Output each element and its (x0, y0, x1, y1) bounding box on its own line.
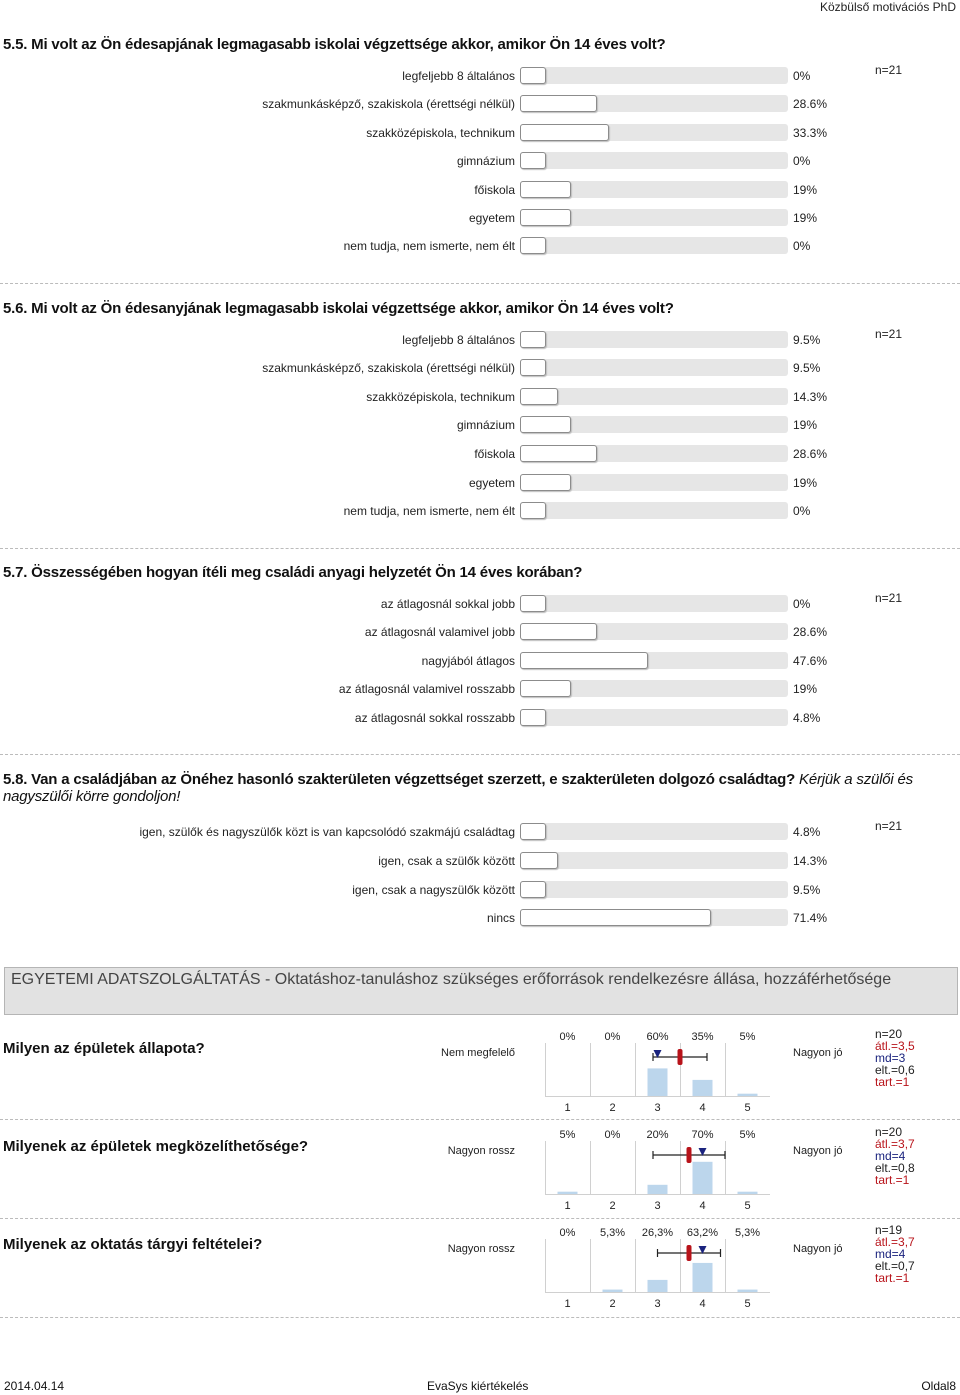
bar-row (0, 822, 960, 842)
bar-track (520, 709, 788, 726)
bar-fill (520, 237, 546, 254)
scale-label: 4 (699, 1102, 706, 1114)
bar-track (520, 474, 788, 491)
option-label: az átlagosnál valamivel rosszabb (338, 682, 515, 696)
scale-label: 5 (744, 1102, 751, 1114)
percent-label: 35% (691, 1031, 714, 1043)
percent-label: 4.8% (793, 711, 821, 725)
percent-label: 28.6% (793, 97, 828, 111)
bar-fill (520, 181, 571, 198)
bar-row (0, 473, 960, 493)
stat-n: n=20 (875, 1027, 903, 1041)
stats-block (875, 1126, 915, 1186)
stat-median: md=4 (875, 1247, 906, 1261)
option-label: főiskola (474, 183, 515, 197)
scale-left-label: Nem megfelelő (441, 1047, 515, 1059)
bar-track (520, 181, 788, 198)
option-label: legfeljebb 8 általános (402, 69, 515, 83)
distribution-chart (545, 1127, 770, 1215)
bar-track (520, 823, 788, 840)
stat-deviation: elt.=0,8 (875, 1161, 915, 1175)
option-label: szakközépiskola, technikum (366, 126, 515, 140)
bar-fill (520, 623, 597, 640)
question-title: Milyenek az oktatás tárgyi feltételei? (3, 1236, 263, 1253)
scale-right-label: Nagyon jó (793, 1243, 843, 1255)
option-label: az átlagosnál valamivel jobb (364, 625, 515, 639)
percent-label: 70% (691, 1129, 714, 1141)
bar-row (0, 358, 960, 378)
bar-track (520, 595, 788, 612)
bar-row (0, 387, 960, 407)
option-label: legfeljebb 8 általános (402, 333, 515, 347)
scale-label: 3 (654, 1102, 661, 1114)
bar-fill (520, 909, 711, 926)
stat-abstention: tart.=1 (875, 1075, 910, 1089)
bar-track (520, 331, 788, 348)
percent-label: 20% (646, 1129, 669, 1141)
section-divider (0, 1317, 960, 1318)
mean-marker (687, 1147, 692, 1163)
stat-deviation: elt.=0,6 (875, 1063, 915, 1077)
stat-n: n=20 (875, 1125, 903, 1139)
bar-fill (520, 709, 546, 726)
bar-track (520, 502, 788, 519)
stat-abstention: tart.=1 (875, 1173, 910, 1187)
bar-row (0, 708, 960, 728)
question-title: Milyen az épületek állapota? (3, 1040, 205, 1057)
question-title: 5.7. Összességében hogyan ítéli meg családi anyagi helyzetét Ön 14 éves korában? (3, 564, 583, 581)
bar-track (520, 909, 788, 926)
option-label: egyetem (468, 211, 515, 225)
section-divider (0, 1218, 960, 1219)
option-label: szakmunkásképző, szakiskola (érettségi nélkül) (262, 361, 515, 375)
bar-row (0, 66, 960, 86)
option-label: nem tudja, nem ismerte, nem élt (343, 239, 515, 253)
section-divider (0, 754, 960, 755)
histogram-bar (558, 1192, 578, 1194)
bar-track (520, 359, 788, 376)
percent-label: 19% (793, 418, 818, 432)
percent-label: 19% (793, 476, 818, 490)
bar-fill (520, 652, 648, 669)
percent-label: 28.6% (793, 625, 828, 639)
bar-fill (520, 67, 546, 84)
bar-row (0, 651, 960, 671)
bar-row (0, 208, 960, 228)
bar-track (520, 623, 788, 640)
histogram-bar (738, 1290, 758, 1292)
bar-row (0, 679, 960, 699)
percent-label: 19% (793, 183, 818, 197)
bar-row (0, 151, 960, 171)
question-title: 5.6. Mi volt az Ön édesanyjának legmagasabb iskolai végzettsége akkor, amikor Ön 14 éves volt? (3, 300, 674, 317)
bar-fill (520, 595, 546, 612)
bar-fill (520, 502, 546, 519)
option-label: az átlagosnál sokkal jobb (380, 597, 515, 611)
scale-label: 4 (699, 1298, 706, 1310)
histogram-bar (648, 1185, 668, 1194)
bar-track (520, 209, 788, 226)
bar-fill (520, 416, 571, 433)
percent-label: 14.3% (793, 854, 828, 868)
bar-row (0, 501, 960, 521)
bar-track (520, 124, 788, 141)
histogram-bar (693, 1162, 713, 1194)
scale-label: 1 (564, 1298, 571, 1310)
option-label: igen, csak a szülők között (378, 854, 515, 868)
histogram-bar (648, 1280, 668, 1292)
percent-label: 5% (559, 1129, 576, 1141)
percent-label: 71.4% (793, 911, 828, 925)
scale-label: 3 (654, 1200, 661, 1212)
stat-deviation: elt.=0,7 (875, 1259, 915, 1273)
stat-median: md=3 (875, 1051, 906, 1065)
n-value: n=21 (875, 327, 903, 341)
scale-left-label: Nagyon rossz (447, 1145, 515, 1157)
stat-median: md=4 (875, 1149, 906, 1163)
percent-label: 60% (646, 1031, 669, 1043)
scale-label: 2 (609, 1200, 616, 1212)
stat-abstention: tart.=1 (875, 1271, 910, 1285)
bar-fill (520, 209, 571, 226)
bar-track (520, 881, 788, 898)
histogram-bar (738, 1094, 758, 1096)
section-divider (0, 548, 960, 549)
bar-fill (520, 474, 571, 491)
scale-label: 3 (654, 1298, 661, 1310)
question-title: 5.5. Mi volt az Ön édesapjának legmagasabb iskolai végzettsége akkor, amikor Ön 14 éves volt? (3, 36, 666, 53)
footer-system: EvaSys kiértékelés (427, 1379, 529, 1393)
bar-fill (520, 152, 546, 169)
bar-fill (520, 359, 546, 376)
question-title (3, 771, 958, 805)
percent-label: 19% (793, 682, 818, 696)
percent-label: 9.5% (793, 333, 821, 347)
percent-label: 47.6% (793, 654, 828, 668)
bar-row (0, 180, 960, 200)
bar-fill (520, 881, 546, 898)
stats-block (875, 1028, 915, 1088)
scale-label: 4 (699, 1200, 706, 1212)
option-label: nem tudja, nem ismerte, nem élt (343, 504, 515, 518)
bar-track (520, 852, 788, 869)
bar-fill (520, 445, 597, 462)
option-label: nagyjából átlagos (421, 654, 515, 668)
percent-label: 33.3% (793, 126, 828, 140)
question-title: Milyenek az épületek megközelíthetősége? (3, 1138, 309, 1155)
percent-label: 26,3% (641, 1227, 674, 1239)
percent-label: 9.5% (793, 361, 821, 375)
scale-label: 1 (564, 1200, 571, 1212)
percent-label: 0% (793, 597, 811, 611)
n-value: n=21 (875, 591, 903, 605)
percent-label: 0% (559, 1031, 576, 1043)
footer-date: 2014.04.14 (4, 1379, 65, 1393)
bar-track (520, 67, 788, 84)
bar-fill (520, 852, 558, 869)
histogram-bar (648, 1068, 668, 1096)
scale-label: 5 (744, 1298, 751, 1310)
footer-page: Oldal8 (921, 1379, 956, 1393)
percent-label: 28.6% (793, 447, 828, 461)
header-institution: Közbülső motivációs PhD (819, 0, 956, 14)
section-banner: EGYETEMI ADATSZOLGÁLTATÁS - Oktatáshoz-tanuláshoz szükséges erőforrások rendelkezésre állása, hozzáférhetősége (4, 967, 958, 1015)
stat-mean: átl.=3,5 (875, 1039, 915, 1053)
bar-fill (520, 124, 609, 141)
option-label: nincs (486, 911, 515, 925)
bar-row (0, 444, 960, 464)
percent-label: 0% (793, 504, 811, 518)
option-label: az átlagosnál sokkal rosszabb (354, 711, 515, 725)
scale-right-label: Nagyon jó (793, 1047, 843, 1059)
bar-row (0, 880, 960, 900)
distribution-chart (545, 1225, 770, 1313)
percent-label: 0% (604, 1129, 621, 1141)
percent-label: 5,3% (734, 1227, 761, 1239)
question-hint: Kérjük a szülői és nagyszülői körre gondoljon! (3, 771, 913, 805)
bar-track (520, 445, 788, 462)
bar-row (0, 94, 960, 114)
stat-n: n=19 (875, 1223, 903, 1237)
bar-row (0, 622, 960, 642)
n-value: n=21 (875, 819, 903, 833)
bar-track (520, 652, 788, 669)
scale-label: 1 (564, 1102, 571, 1114)
percent-label: 14.3% (793, 390, 828, 404)
scale-label: 2 (609, 1298, 616, 1310)
scale-left-label: Nagyon rossz (447, 1243, 515, 1255)
percent-label: 0% (793, 69, 811, 83)
percent-label: 63,2% (686, 1227, 719, 1239)
percent-label: 5% (739, 1031, 756, 1043)
stat-mean: átl.=3,7 (875, 1137, 915, 1151)
histogram-bar (693, 1080, 713, 1096)
scale-label: 2 (609, 1102, 616, 1114)
scale-label: 5 (744, 1200, 751, 1212)
distribution-chart (545, 1029, 770, 1117)
bar-fill (520, 95, 597, 112)
question-text: 5.8. Van a családjában az Önéhez hasonló szakterületen végzettséget szerzett, e szakterületen dolgozó családtag? (3, 771, 796, 788)
bar-track (520, 237, 788, 254)
bar-fill (520, 823, 546, 840)
percent-label: 0% (793, 239, 811, 253)
bar-row (0, 908, 960, 928)
bar-track (520, 680, 788, 697)
percent-label: 0% (793, 154, 811, 168)
bar-fill (520, 388, 558, 405)
stats-block (875, 1224, 915, 1284)
bar-row (0, 123, 960, 143)
scale-right-label: Nagyon jó (793, 1145, 843, 1157)
mean-marker (678, 1049, 683, 1065)
option-label: főiskola (474, 447, 515, 461)
percent-label: 19% (793, 211, 818, 225)
option-label: igen, csak a nagyszülők között (352, 883, 515, 897)
bar-row (0, 594, 960, 614)
bar-fill (520, 680, 571, 697)
option-label: szakközépiskola, technikum (366, 390, 515, 404)
bar-track (520, 416, 788, 433)
percent-label: 5,3% (599, 1227, 626, 1239)
option-label: igen, szülők és nagyszülők közt is van kapcsolódó szakmájú családtag (139, 825, 515, 839)
mean-marker (687, 1245, 692, 1261)
section-divider (0, 283, 960, 284)
percent-label: 0% (604, 1031, 621, 1043)
bar-fill (520, 331, 546, 348)
bar-track (520, 388, 788, 405)
option-label: gimnázium (456, 154, 515, 168)
bar-row (0, 851, 960, 871)
percent-label: 0% (559, 1227, 576, 1239)
bar-row (0, 415, 960, 435)
percent-label: 9.5% (793, 883, 821, 897)
histogram-bar (603, 1290, 623, 1292)
option-label: gimnázium (456, 418, 515, 432)
bar-track (520, 152, 788, 169)
histogram-bar (693, 1263, 713, 1292)
option-label: egyetem (468, 476, 515, 490)
n-value: n=21 (875, 63, 903, 77)
option-label: szakmunkásképző, szakiskola (érettségi nélkül) (262, 97, 515, 111)
percent-label: 4.8% (793, 825, 821, 839)
stat-mean: átl.=3,7 (875, 1235, 915, 1249)
bar-row (0, 236, 960, 256)
bar-row (0, 330, 960, 350)
histogram-bar (738, 1192, 758, 1194)
percent-label: 5% (739, 1129, 756, 1141)
bar-track (520, 95, 788, 112)
section-divider (0, 1119, 960, 1120)
